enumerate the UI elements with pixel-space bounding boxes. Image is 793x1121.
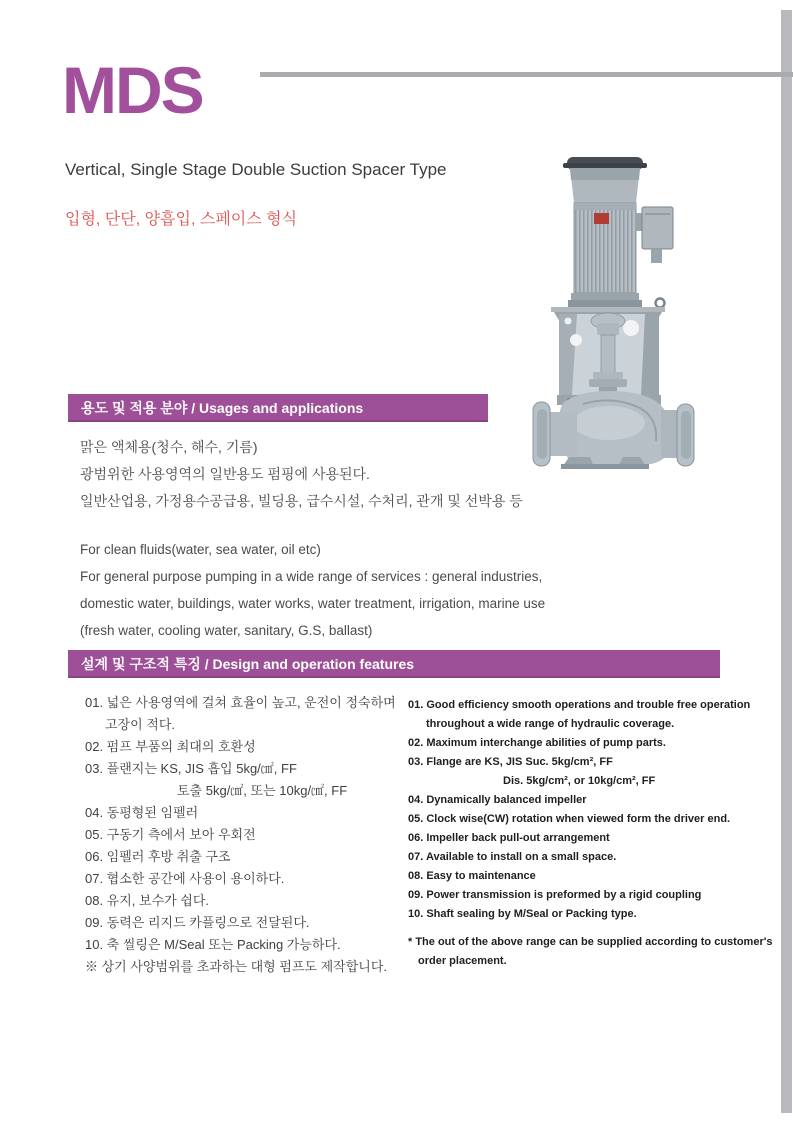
usages-english-block xyxy=(80,536,550,644)
subtitle-english: Vertical, Single Stage Double Suction Spacer Type xyxy=(65,160,447,179)
features-ko-item: 02. 펌프 부품의 최대의 호환성 xyxy=(85,739,256,754)
features-en-item: 09. Power transmission is preformed by a rigid coupling xyxy=(408,889,702,901)
features-en-item: 01. Good efficiency smooth operations and trouble free operation xyxy=(408,699,751,711)
features-ko-item: 05. 구동기 측에서 보아 우회전 xyxy=(85,827,256,842)
features-en-item: 10. Shaft sealing by M/Seal or Packing type. xyxy=(408,908,637,920)
features-ko-item-cont: 고장이 적다. xyxy=(105,717,176,732)
usages-korean-block xyxy=(80,434,550,515)
features-en-item: 02. Maximum interchange abilities of pump parts. xyxy=(408,737,666,749)
usages-section-header xyxy=(68,394,488,422)
features-ko-item-cont: 토출 5kg/㎠, 또는 10kg/㎠, FF xyxy=(177,783,348,798)
features-korean-list xyxy=(85,692,415,978)
features-ko-item: 01. 넓은 사용영역에 걸쳐 효율이 높고, 운전이 정숙하며 xyxy=(85,695,396,710)
usages-en-line: domestic water, buildings, water works, water treatment, irrigation, marine use xyxy=(80,596,546,611)
header-rule xyxy=(260,72,793,77)
usages-ko-line: 일반산업용, 가정용수공급용, 빌딩용, 급수시설, 수처리, 관개 및 선박용 등 xyxy=(80,493,523,509)
features-ko-item: 03. 플랜지는 KS, JIS 흡입 5kg/㎠, FF xyxy=(85,761,297,776)
usages-ko-line: 광범위한 사용영역의 일반용도 펌핑에 사용된다. xyxy=(80,466,370,482)
usages-section-title: 용도 및 적용 분야 / Usages and applications xyxy=(81,400,364,416)
features-ko-note: ※ 상기 사양범위를 초과하는 대형 펌프도 제작합니다. xyxy=(85,959,388,974)
right-edge-bar xyxy=(781,10,792,1113)
features-ko-item: 09. 동력은 리지드 카플링으로 전달된다. xyxy=(85,915,310,930)
usages-en-line: For general purpose pumping in a wide range of services : general industries, xyxy=(80,569,543,584)
features-en-item-cont: throughout a wide range of hydraulic coverage. xyxy=(426,718,675,730)
features-section-title: 설계 및 구조적 특징 / Design and operation features xyxy=(81,656,415,672)
product-code-title: MDS xyxy=(62,53,203,127)
features-ko-item: 07. 협소한 공간에 사용이 용이하다. xyxy=(85,871,285,886)
features-section-header xyxy=(68,650,720,678)
features-en-item: 08. Easy to maintenance xyxy=(408,870,536,882)
features-en-item: 04. Dynamically balanced impeller xyxy=(408,794,587,806)
features-en-note-line: order placement. xyxy=(418,955,507,967)
features-en-note xyxy=(408,933,773,971)
usages-body xyxy=(80,434,550,644)
usages-en-line: For clean fluids(water, sea water, oil etc) xyxy=(80,542,321,557)
pump-product-photo xyxy=(523,150,705,470)
subtitle-korean: 입형, 단단, 양흡입, 스페이스 형식 xyxy=(65,211,298,228)
features-en-item: 05. Clock wise(CW) rotation when viewed form the driver end. xyxy=(408,813,731,825)
features-ko-item: 10. 축 씰링은 M/Seal 또는 Packing 가능하다. xyxy=(85,937,341,952)
features-en-item-cont: Dis. 5kg/cm², or 10kg/cm², FF xyxy=(503,775,656,787)
features-ko-item: 06. 임펠러 후방 취출 구조 xyxy=(85,849,231,864)
features-en-item: 07. Available to install on a small space. xyxy=(408,851,617,863)
usages-en-line: (fresh water, cooling water, sanitary, G.S, ballast) xyxy=(80,623,373,638)
pump-illustration xyxy=(523,150,705,470)
features-en-item: 06. Impeller back pull-out arrangement xyxy=(408,832,610,844)
features-en-item: 03. Flange are KS, JIS Suc. 5kg/cm², FF xyxy=(408,756,613,768)
features-ko-item: 08. 유지, 보수가 쉽다. xyxy=(85,893,210,908)
usages-ko-line: 맑은 액체용(청수, 해수, 기름) xyxy=(80,439,258,455)
features-ko-item: 04. 동평형된 임펠러 xyxy=(85,805,199,820)
features-english-list xyxy=(408,696,773,971)
features-en-note-line: * The out of the above range can be supplied according to customer's xyxy=(408,936,773,948)
